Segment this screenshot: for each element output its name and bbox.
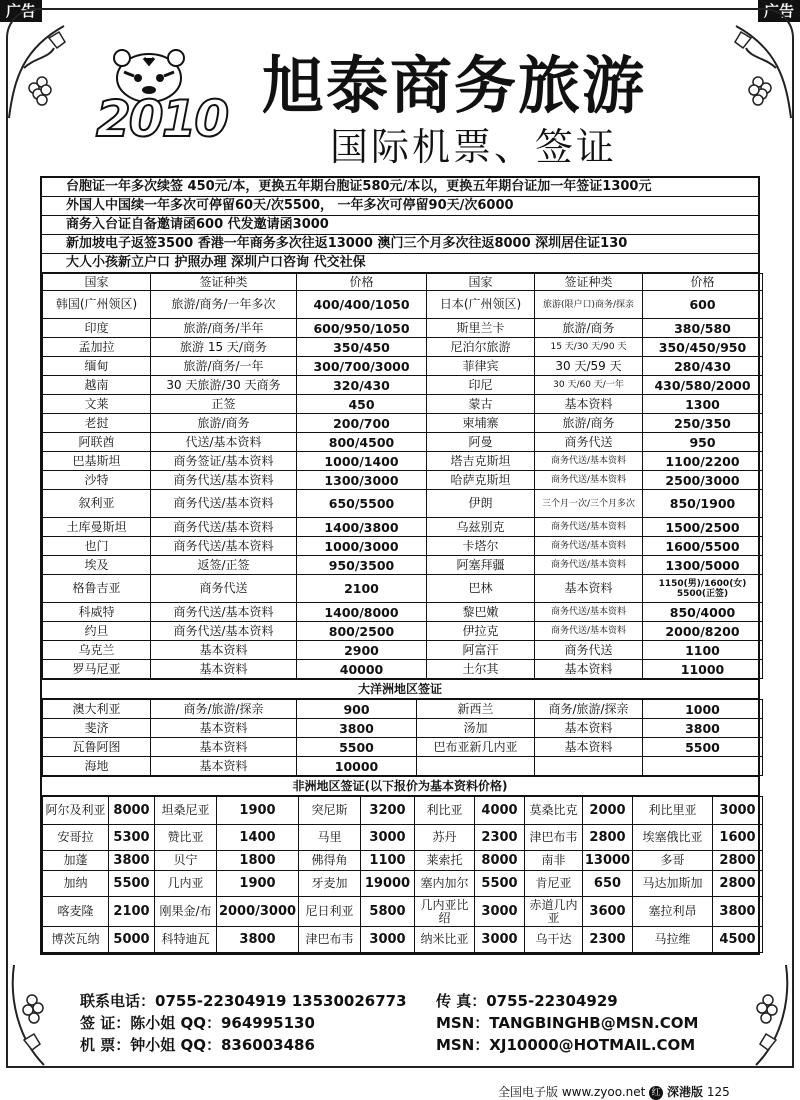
price-cell: 1300 xyxy=(643,395,763,414)
country-cell: 牙麦加 xyxy=(299,871,361,897)
price-cell: 3600 xyxy=(583,897,633,927)
country-cell: 莫桑比克 xyxy=(525,797,583,825)
country-cell: 埃及 xyxy=(43,556,151,575)
table-row xyxy=(43,660,763,679)
visa-type-cell: 商务代送/基本资料 xyxy=(535,471,643,490)
table-row xyxy=(43,575,763,603)
price-cell: 1000 xyxy=(643,700,763,719)
price-cell: 19000 xyxy=(361,871,415,897)
country-cell: 巴林 xyxy=(427,575,535,603)
country-cell: 尼泊尔旅游 xyxy=(427,338,535,357)
country-cell: 科特迪瓦 xyxy=(155,927,217,953)
visa-label: 签 证： xyxy=(80,1014,131,1032)
country-cell: 蒙古 xyxy=(427,395,535,414)
price-cell: 1000/3000 xyxy=(297,537,427,556)
price-cell: 2800 xyxy=(713,851,763,871)
visa-type-cell: 商务代送/基本资料 xyxy=(535,452,643,471)
price-cell: 5500 xyxy=(643,738,763,757)
country-cell: 缅甸 xyxy=(43,357,151,376)
country-cell: 埃塞俄比亚 xyxy=(633,825,713,851)
price-cell: 2000 xyxy=(583,797,633,825)
country-cell: 安哥拉 xyxy=(43,825,109,851)
price-cell: 1100/2200 xyxy=(643,452,763,471)
table-row xyxy=(43,641,763,660)
table-row xyxy=(43,738,763,757)
grape-vine-bottom-right xyxy=(726,960,796,1070)
price-cell: 900 xyxy=(297,700,417,719)
visa-type-cell: 基本资料 xyxy=(151,719,297,738)
visa-type-cell: 商务代送/基本资料 xyxy=(151,603,297,622)
country-cell: 突尼斯 xyxy=(299,797,361,825)
page-subtitle: 国际机票、签证 xyxy=(330,125,618,169)
country-cell: 黎巴嫩 xyxy=(427,603,535,622)
price-cell: 5500 xyxy=(475,871,525,897)
visa-type-cell: 商务代送/基本资料 xyxy=(535,537,643,556)
country-cell: 佛得角 xyxy=(299,851,361,871)
country-cell: 马拉维 xyxy=(633,927,713,953)
country-cell: 瓦鲁阿图 xyxy=(43,738,151,757)
country-cell: 几内亚 xyxy=(155,871,217,897)
country-cell: 印度 xyxy=(43,319,151,338)
country-cell: 巴基斯坦 xyxy=(43,452,151,471)
price-cell: 3800 xyxy=(643,719,763,738)
ticket-label: 机 票： xyxy=(80,1036,131,1054)
country-cell: 澳大利亚 xyxy=(43,700,151,719)
price-cell: 1600 xyxy=(713,825,763,851)
table-row xyxy=(43,871,763,897)
country-cell: 巴布亚新几内亚 xyxy=(417,738,535,757)
headline-singapore-hk-macau: 新加坡电子返签3500 香港一年商务多次往返13000 澳门三个月多次往返8000 深圳居住证130 xyxy=(42,235,758,254)
oceania-visa-table xyxy=(42,699,763,776)
visa-type-cell: 商务代送/基本资料 xyxy=(151,490,297,518)
table-row xyxy=(43,797,763,825)
country-cell: 津巴布韦 xyxy=(525,825,583,851)
country-cell: 阿尔及利亚 xyxy=(43,797,109,825)
visa-type-cell: 商务代送 xyxy=(151,575,297,603)
column-header: 价格 xyxy=(297,274,427,291)
country-cell: 尼日利亚 xyxy=(299,897,361,927)
price-cell: 850/1900 xyxy=(643,490,763,518)
country-cell: 乌干达 xyxy=(525,927,583,953)
price-cell xyxy=(643,757,763,776)
country-cell: 印尼 xyxy=(427,376,535,395)
price-cell: 13000 xyxy=(583,851,633,871)
country-cell: 赤道几内亚 xyxy=(525,897,583,927)
price-cell: 5300 xyxy=(109,825,155,851)
country-cell: 纳米比亚 xyxy=(415,927,475,953)
visa-type-cell: 商务/旅游/探亲 xyxy=(535,700,643,719)
price-cell: 600 xyxy=(643,291,763,319)
visa-type-cell: 商务代送/基本资料 xyxy=(535,518,643,537)
headline-household-services: 大人小孩新立户口 护照办理 深圳户口咨询 代交社保 xyxy=(42,254,758,273)
visa-type-cell: 旅游(限户口)商务/探亲 xyxy=(535,291,643,319)
page-number: 125 xyxy=(706,1085,730,1099)
country-cell: 加纳 xyxy=(43,871,109,897)
visa-type-cell: 商务代送/基本资料 xyxy=(151,537,297,556)
country-cell: 坦桑尼亚 xyxy=(155,797,217,825)
table-row xyxy=(43,433,763,452)
country-cell: 南非 xyxy=(525,851,583,871)
country-cell: 韩国(广州领区) xyxy=(43,291,151,319)
country-cell: 沙特 xyxy=(43,471,151,490)
price-cell: 450 xyxy=(297,395,427,414)
country-cell: 阿联酋 xyxy=(43,433,151,452)
country-cell: 马达加斯加 xyxy=(633,871,713,897)
price-cell: 5000 xyxy=(109,927,155,953)
country-cell: 利比亚 xyxy=(415,797,475,825)
country-cell: 津巴布韦 xyxy=(299,927,361,953)
country-cell: 老挝 xyxy=(43,414,151,433)
visa-type-cell: 商务代送/基本资料 xyxy=(151,622,297,641)
price-cell: 1900 xyxy=(217,797,299,825)
asia-visa-table xyxy=(42,273,763,679)
price-cell: 950 xyxy=(643,433,763,452)
country-cell: 伊朗 xyxy=(427,490,535,518)
visa-type-cell: 商务代送 xyxy=(535,433,643,452)
country-cell: 格鲁吉亚 xyxy=(43,575,151,603)
price-cell: 1400 xyxy=(217,825,299,851)
table-row xyxy=(43,537,763,556)
visa-type-cell: 基本资料 xyxy=(535,738,643,757)
price-cell: 1300/3000 xyxy=(297,471,427,490)
visa-type-cell: 商务签证/基本资料 xyxy=(151,452,297,471)
price-cell: 850/4000 xyxy=(643,603,763,622)
logo-year: 2010 xyxy=(96,90,228,148)
country-cell: 柬埔寨 xyxy=(427,414,535,433)
country-cell: 阿富汗 xyxy=(427,641,535,660)
country-cell: 卡塔尔 xyxy=(427,537,535,556)
fax-label: 传 真： xyxy=(436,992,487,1010)
price-cell: 5500 xyxy=(109,871,155,897)
price-cell: 2800 xyxy=(583,825,633,851)
country-cell: 斯里兰卡 xyxy=(427,319,535,338)
country-cell: 多哥 xyxy=(633,851,713,871)
price-cell: 5500 xyxy=(297,738,417,757)
headline-taiwan-entry: 商务入台证自备邀请函600 代发邀请函3000 xyxy=(42,216,758,235)
country-cell: 孟加拉 xyxy=(43,338,151,357)
country-cell: 肯尼亚 xyxy=(525,871,583,897)
table-row xyxy=(43,490,763,518)
price-cell: 1300/5000 xyxy=(643,556,763,575)
country-cell: 伊拉克 xyxy=(427,622,535,641)
price-cell: 2100 xyxy=(297,575,427,603)
visa-type-cell: 正签 xyxy=(151,395,297,414)
table-row xyxy=(43,757,763,776)
price-cell: 3000 xyxy=(713,797,763,825)
country-cell: 赞比亚 xyxy=(155,825,217,851)
country-cell: 乌克兰 xyxy=(43,641,151,660)
grape-vine-bottom-left xyxy=(4,960,74,1070)
visa-type-cell: 商务代送/基本资料 xyxy=(151,471,297,490)
price-cell: 800/4500 xyxy=(297,433,427,452)
country-cell: 塞内加尔 xyxy=(415,871,475,897)
price-cell: 350/450/950 xyxy=(643,338,763,357)
country-cell: 利比里亚 xyxy=(633,797,713,825)
headline-foreigner-visa: 外国人中国续一年多次可停留60天/次5500， 一年多次可停留90天/次6000 xyxy=(42,197,758,216)
price-cell: 1600/5500 xyxy=(643,537,763,556)
table-row xyxy=(43,338,763,357)
price-cell: 10000 xyxy=(297,757,417,776)
footer-site: 全国电子版 www.zyoo.net xyxy=(498,1085,646,1099)
table-row xyxy=(43,357,763,376)
ticket-contact: 钟小姐 QQ：836003486 xyxy=(130,1036,315,1054)
table-row xyxy=(43,414,763,433)
ad-label-right: 广告 xyxy=(758,0,800,22)
table-row xyxy=(43,395,763,414)
price-cell: 8000 xyxy=(475,851,525,871)
fax-number: 0755-22304929 xyxy=(486,992,618,1010)
visa-type-cell: 商务代送/基本资料 xyxy=(535,603,643,622)
country-cell: 博茨瓦纳 xyxy=(43,927,109,953)
phone-number: 0755-22304919 13530026773 xyxy=(155,992,407,1010)
visa-type-cell: 基本资料 xyxy=(535,395,643,414)
visa-type-cell: 30 天/59 天 xyxy=(535,357,643,376)
price-cell: 2500/3000 xyxy=(643,471,763,490)
price-cell: 1800 xyxy=(217,851,299,871)
country-cell: 阿曼 xyxy=(427,433,535,452)
table-row xyxy=(43,376,763,395)
msn2-address: XJ10000@HOTMAIL.COM xyxy=(489,1036,696,1054)
edition-badge-icon: 红 xyxy=(649,1086,663,1100)
country-cell: 莱索托 xyxy=(415,851,475,871)
price-cell: 1500/2500 xyxy=(643,518,763,537)
africa-visa-table xyxy=(42,796,763,953)
visa-type-cell: 商务代送/基本资料 xyxy=(151,518,297,537)
price-cell: 2100 xyxy=(109,897,155,927)
table-row xyxy=(43,927,763,953)
grape-vine-top-left xyxy=(4,18,94,128)
price-cell: 1400/3800 xyxy=(297,518,427,537)
price-cell: 950/3500 xyxy=(297,556,427,575)
price-cell: 5800 xyxy=(361,897,415,927)
footer-edition: 深港版 xyxy=(667,1085,704,1099)
msn1-label: MSN： xyxy=(436,1014,490,1032)
price-cell: 4500 xyxy=(713,927,763,953)
table-row xyxy=(43,897,763,927)
table-row xyxy=(43,291,763,319)
table-row xyxy=(43,851,763,871)
price-cell: 3800 xyxy=(297,719,417,738)
table-row xyxy=(43,452,763,471)
country-cell: 刚果金/布 xyxy=(155,897,217,927)
country-cell: 喀麦隆 xyxy=(43,897,109,927)
price-cell: 1100 xyxy=(361,851,415,871)
price-cell: 200/700 xyxy=(297,414,427,433)
column-header: 签证种类 xyxy=(535,274,643,291)
price-cell: 1900 xyxy=(217,871,299,897)
visa-type-cell: 旅游/商务/一年 xyxy=(151,357,297,376)
country-cell: 土库曼斯坦 xyxy=(43,518,151,537)
table-row xyxy=(43,603,763,622)
price-cell: 400/400/1050 xyxy=(297,291,427,319)
phone-label: 联系电话： xyxy=(80,992,156,1010)
country-cell: 新西兰 xyxy=(417,700,535,719)
price-cell: 380/580 xyxy=(643,319,763,338)
table-row xyxy=(43,471,763,490)
visa-type-cell: 三个月一次/三个月多次 xyxy=(535,490,643,518)
price-cell: 3800 xyxy=(713,897,763,927)
column-header: 价格 xyxy=(643,274,763,291)
country-cell: 越南 xyxy=(43,376,151,395)
price-cell: 3800 xyxy=(217,927,299,953)
country-cell: 科威特 xyxy=(43,603,151,622)
country-cell: 斐济 xyxy=(43,719,151,738)
visa-type-cell: 30 天旅游/30 天商务 xyxy=(151,376,297,395)
price-cell: 280/430 xyxy=(643,357,763,376)
country-cell: 日本(广州领区) xyxy=(427,291,535,319)
visa-type-cell: 30 天/60 天/一年 xyxy=(535,376,643,395)
country-cell: 哈萨克斯坦 xyxy=(427,471,535,490)
price-cell: 250/350 xyxy=(643,414,763,433)
price-cell: 2300 xyxy=(583,927,633,953)
price-cell: 3000 xyxy=(361,825,415,851)
price-cell: 8000 xyxy=(109,797,155,825)
price-cell: 650/5500 xyxy=(297,490,427,518)
country-cell: 文莱 xyxy=(43,395,151,414)
price-cell: 430/580/2000 xyxy=(643,376,763,395)
visa-type-cell: 基本资料 xyxy=(535,719,643,738)
visa-type-cell: 基本资料 xyxy=(151,660,297,679)
grape-vine-top-right xyxy=(706,18,796,128)
country-cell: 汤加 xyxy=(417,719,535,738)
visa-type-cell: 商务代送/基本资料 xyxy=(535,556,643,575)
asia-header-row xyxy=(43,274,763,291)
price-cell: 650 xyxy=(583,871,633,897)
visa-type-cell xyxy=(535,757,643,776)
price-cell: 3800 xyxy=(109,851,155,871)
visa-contact: 陈小姐 QQ：964995130 xyxy=(130,1014,315,1032)
country-cell: 贝宁 xyxy=(155,851,217,871)
price-cell: 3200 xyxy=(361,797,415,825)
price-cell: 3000 xyxy=(475,897,525,927)
visa-type-cell: 旅游/商务 xyxy=(535,319,643,338)
country-cell: 也门 xyxy=(43,537,151,556)
country-cell: 塞拉利昂 xyxy=(633,897,713,927)
column-header: 签证种类 xyxy=(151,274,297,291)
table-row xyxy=(43,719,763,738)
country-cell: 乌兹别克 xyxy=(427,518,535,537)
visa-type-cell: 15 天/30 天/90 天 xyxy=(535,338,643,357)
africa-section-title: 非洲地区签证(以下报价为基本资料价格) xyxy=(42,776,758,796)
visa-type-cell: 代送/基本资料 xyxy=(151,433,297,452)
country-cell: 加蓬 xyxy=(43,851,109,871)
visa-type-cell: 基本资料 xyxy=(151,738,297,757)
visa-type-cell: 旅游/商务 xyxy=(151,414,297,433)
country-cell: 叙利亚 xyxy=(43,490,151,518)
price-table xyxy=(40,176,760,955)
price-cell: 2900 xyxy=(297,641,427,660)
page-title: 旭泰商务旅游 xyxy=(262,49,647,122)
country-cell xyxy=(417,757,535,776)
visa-type-cell: 基本资料 xyxy=(535,660,643,679)
visa-type-cell: 商务代送/基本资料 xyxy=(535,622,643,641)
price-cell: 1000/1400 xyxy=(297,452,427,471)
country-cell: 几内亚比绍 xyxy=(415,897,475,927)
price-cell: 800/2500 xyxy=(297,622,427,641)
country-cell: 塔吉克斯坦 xyxy=(427,452,535,471)
visa-type-cell: 基本资料 xyxy=(151,641,297,660)
visa-type-cell: 商务代送 xyxy=(535,641,643,660)
oceania-section-title: 大洋洲地区签证 xyxy=(42,679,758,699)
visa-type-cell: 返签/正签 xyxy=(151,556,297,575)
country-cell: 海地 xyxy=(43,757,151,776)
msn2-label: MSN： xyxy=(436,1036,490,1054)
country-cell: 罗马尼亚 xyxy=(43,660,151,679)
price-cell: 11000 xyxy=(643,660,763,679)
country-cell: 阿塞拜疆 xyxy=(427,556,535,575)
visa-type-cell: 旅游/商务/半年 xyxy=(151,319,297,338)
table-row xyxy=(43,622,763,641)
price-cell: 1150(男)/1600(女) 5500(正签) xyxy=(643,575,763,603)
table-row xyxy=(43,825,763,851)
price-cell: 1100 xyxy=(643,641,763,660)
price-cell: 4000 xyxy=(475,797,525,825)
country-cell: 菲律宾 xyxy=(427,357,535,376)
msn1-address: TANGBINGHB@MSN.COM xyxy=(489,1014,699,1032)
table-row xyxy=(43,518,763,537)
price-cell: 2800 xyxy=(713,871,763,897)
ad-label-left: 广告 xyxy=(0,0,42,22)
price-cell: 3000 xyxy=(475,927,525,953)
price-cell: 2000/8200 xyxy=(643,622,763,641)
country-cell: 马里 xyxy=(299,825,361,851)
column-header: 国家 xyxy=(427,274,535,291)
visa-type-cell: 旅游/商务 xyxy=(535,414,643,433)
price-cell: 40000 xyxy=(297,660,427,679)
visa-type-cell: 商务/旅游/探亲 xyxy=(151,700,297,719)
table-row xyxy=(43,556,763,575)
price-cell: 3000 xyxy=(361,927,415,953)
price-cell: 320/430 xyxy=(297,376,427,395)
price-cell: 600/950/1050 xyxy=(297,319,427,338)
price-cell: 1400/8000 xyxy=(297,603,427,622)
price-cell: 2000/3000 xyxy=(217,897,299,927)
price-cell: 2300 xyxy=(475,825,525,851)
country-cell: 土尔其 xyxy=(427,660,535,679)
visa-type-cell: 旅游/商务/一年多次 xyxy=(151,291,297,319)
price-cell: 300/700/3000 xyxy=(297,357,427,376)
country-cell: 苏丹 xyxy=(415,825,475,851)
visa-type-cell: 基本资料 xyxy=(151,757,297,776)
country-cell: 约旦 xyxy=(43,622,151,641)
headline-taiwan-pass: 台胞证一年多次续签 450元/本，更换五年期台胞证580元/本以，更换五年期台证加一年签证1300元 xyxy=(42,178,758,197)
table-row xyxy=(43,319,763,338)
price-cell: 350/450 xyxy=(297,338,427,357)
column-header: 国家 xyxy=(43,274,151,291)
page-footer xyxy=(498,1083,730,1100)
table-row xyxy=(43,700,763,719)
visa-type-cell: 旅游 15 天/商务 xyxy=(151,338,297,357)
visa-type-cell: 基本资料 xyxy=(535,575,643,603)
